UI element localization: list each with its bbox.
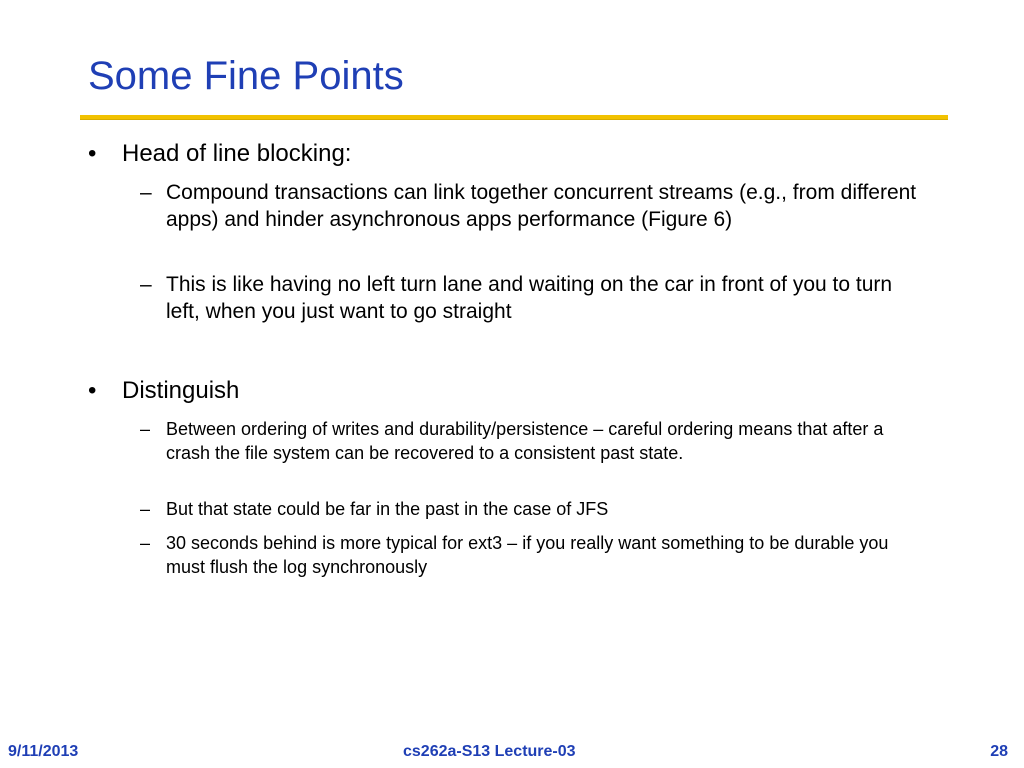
sub-bullet-item	[140, 271, 930, 325]
title-underline-shadow	[80, 119, 948, 120]
sub-bullet-text: 30 seconds behind is more typical for ext3 – if you really want something to be durable you must flush the log synchronously	[166, 533, 889, 577]
sub-bullet-item	[140, 179, 930, 233]
bullet-text: Head of line blocking:	[122, 140, 352, 167]
slide-title: Some Fine Points	[88, 54, 404, 98]
footer-date: 9/11/2013	[8, 743, 79, 760]
sub-bullet-mark: –	[140, 419, 151, 439]
sub-bullet-mark: –	[140, 533, 151, 553]
sub-bullet-item	[140, 497, 930, 521]
sub-bullet-item	[140, 531, 930, 579]
sub-bullet-text: Between ordering of writes and durability/persistence – careful ordering means that after a crash the file system can be recovered to a consistent past state.	[166, 419, 884, 463]
sub-bullet-mark: –	[140, 499, 151, 519]
sub-bullet-item	[140, 417, 930, 465]
sub-bullet-text: Compound transactions can link together concurrent streams (e.g., from different apps) and hinder asynchronous apps performance (Figure 6)	[166, 181, 917, 231]
sub-bullet-text: But that state could be far in the past in the case of JFS	[166, 499, 609, 519]
bullet-item	[88, 377, 938, 405]
bullet-mark: •	[88, 377, 97, 404]
sub-bullet-text: This is like having no left turn lane and waiting on the car in front of you to turn left, when you just want to go straight	[166, 273, 893, 323]
bullet-text: Distinguish	[122, 377, 240, 404]
footer-page-number: 28	[990, 743, 1008, 760]
sub-bullet-mark: –	[140, 273, 152, 296]
bullet-mark: •	[88, 140, 97, 167]
footer-course: cs262a-S13 Lecture-03	[403, 743, 576, 760]
bullet-item	[88, 140, 938, 168]
sub-bullet-mark: –	[140, 181, 152, 204]
